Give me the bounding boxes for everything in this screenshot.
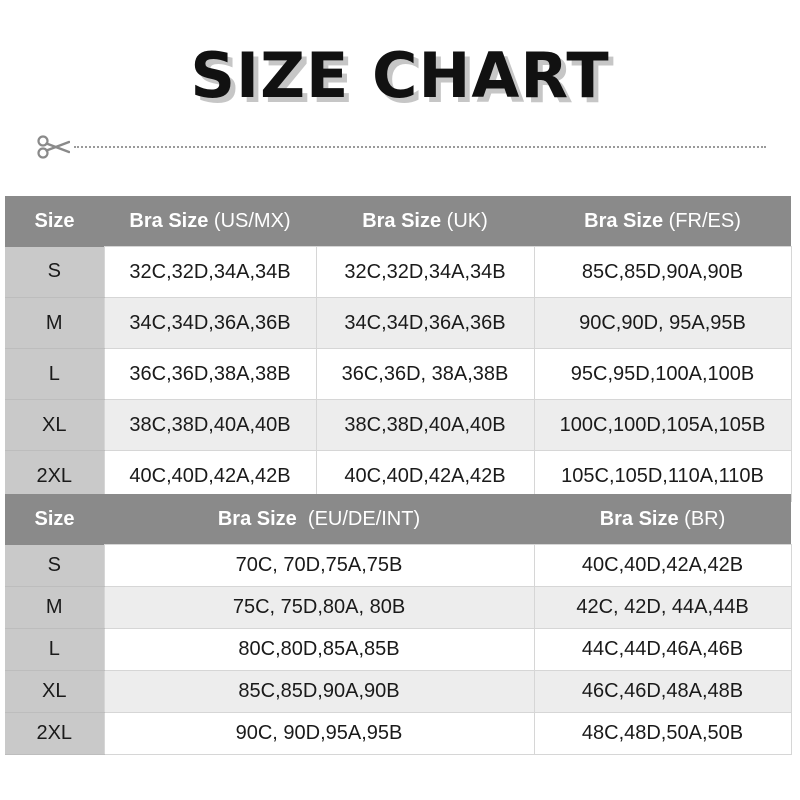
- header-size: Size: [5, 494, 104, 545]
- size-cell: 2XL: [5, 451, 104, 502]
- header-eu-de-int: Bra Size (EU/DE/INT): [104, 494, 534, 545]
- uk-cell: 34C,34D,36A,36B: [316, 298, 534, 349]
- fr-es-cell: 100C,100D,105A,105B: [534, 400, 791, 451]
- uk-cell: 40C,40D,42A,42B: [316, 451, 534, 502]
- eu-de-int-cell: 85C,85D,90A,90B: [104, 671, 534, 713]
- br-cell: 46C,46D,48A,48B: [534, 671, 791, 713]
- eu-de-int-cell: 70C, 70D,75A,75B: [104, 545, 534, 587]
- table-row: [5, 349, 791, 400]
- page-title: SIZE CHART: [190, 39, 610, 112]
- size-cell: L: [5, 349, 104, 400]
- fr-es-cell: 90C,90D, 95A,95B: [534, 298, 791, 349]
- fr-es-cell: 95C,95D,100A,100B: [534, 349, 791, 400]
- uk-cell: 32C,32D,34A,34B: [316, 247, 534, 298]
- header-us-mx: Bra Size (US/MX): [104, 196, 316, 247]
- table-row: [5, 587, 791, 629]
- header-uk: Bra Size (UK): [316, 196, 534, 247]
- uk-cell: 36C,36D, 38A,38B: [316, 349, 534, 400]
- br-cell: 44C,44D,46A,46B: [534, 629, 791, 671]
- uk-cell: 38C,38D,40A,40B: [316, 400, 534, 451]
- size-cell: S: [5, 545, 104, 587]
- br-cell: 48C,48D,50A,50B: [534, 713, 791, 755]
- table-header-row: [5, 494, 791, 545]
- header-size: Size: [5, 196, 104, 247]
- size-cell: M: [5, 298, 104, 349]
- size-cell: XL: [5, 400, 104, 451]
- table-row: [5, 713, 791, 755]
- size-cell: M: [5, 587, 104, 629]
- table-row: [5, 671, 791, 713]
- eu-de-int-cell: 75C, 75D,80A, 80B: [104, 587, 534, 629]
- us-mx-cell: 38C,38D,40A,40B: [104, 400, 316, 451]
- header-fr-es: Bra Size (FR/ES): [534, 196, 791, 247]
- size-cell: XL: [5, 671, 104, 713]
- scissors-icon: [36, 134, 70, 160]
- br-cell: 40C,40D,42A,42B: [534, 545, 791, 587]
- table-row: [5, 247, 791, 298]
- us-mx-cell: 36C,36D,38A,38B: [104, 349, 316, 400]
- size-cell: S: [5, 247, 104, 298]
- fr-es-cell: 85C,85D,90A,90B: [534, 247, 791, 298]
- table-header-row: [5, 196, 791, 247]
- eu-de-int-cell: 80C,80D,85A,85B: [104, 629, 534, 671]
- table-row: [5, 298, 791, 349]
- size-chart-table-bottom: [5, 494, 792, 755]
- us-mx-cell: 34C,34D,36A,36B: [104, 298, 316, 349]
- cut-line-divider: [74, 146, 766, 148]
- eu-de-int-cell: 90C, 90D,95A,95B: [104, 713, 534, 755]
- fr-es-cell: 105C,105D,110A,110B: [534, 451, 791, 502]
- table-row: [5, 629, 791, 671]
- header-br: Bra Size (BR): [534, 494, 791, 545]
- size-chart-table-top: [5, 196, 792, 502]
- table-row: [5, 400, 791, 451]
- size-cell: 2XL: [5, 713, 104, 755]
- table-row: [5, 545, 791, 587]
- size-cell: L: [5, 629, 104, 671]
- us-mx-cell: 32C,32D,34A,34B: [104, 247, 316, 298]
- us-mx-cell: 40C,40D,42A,42B: [104, 451, 316, 502]
- br-cell: 42C, 42D, 44A,44B: [534, 587, 791, 629]
